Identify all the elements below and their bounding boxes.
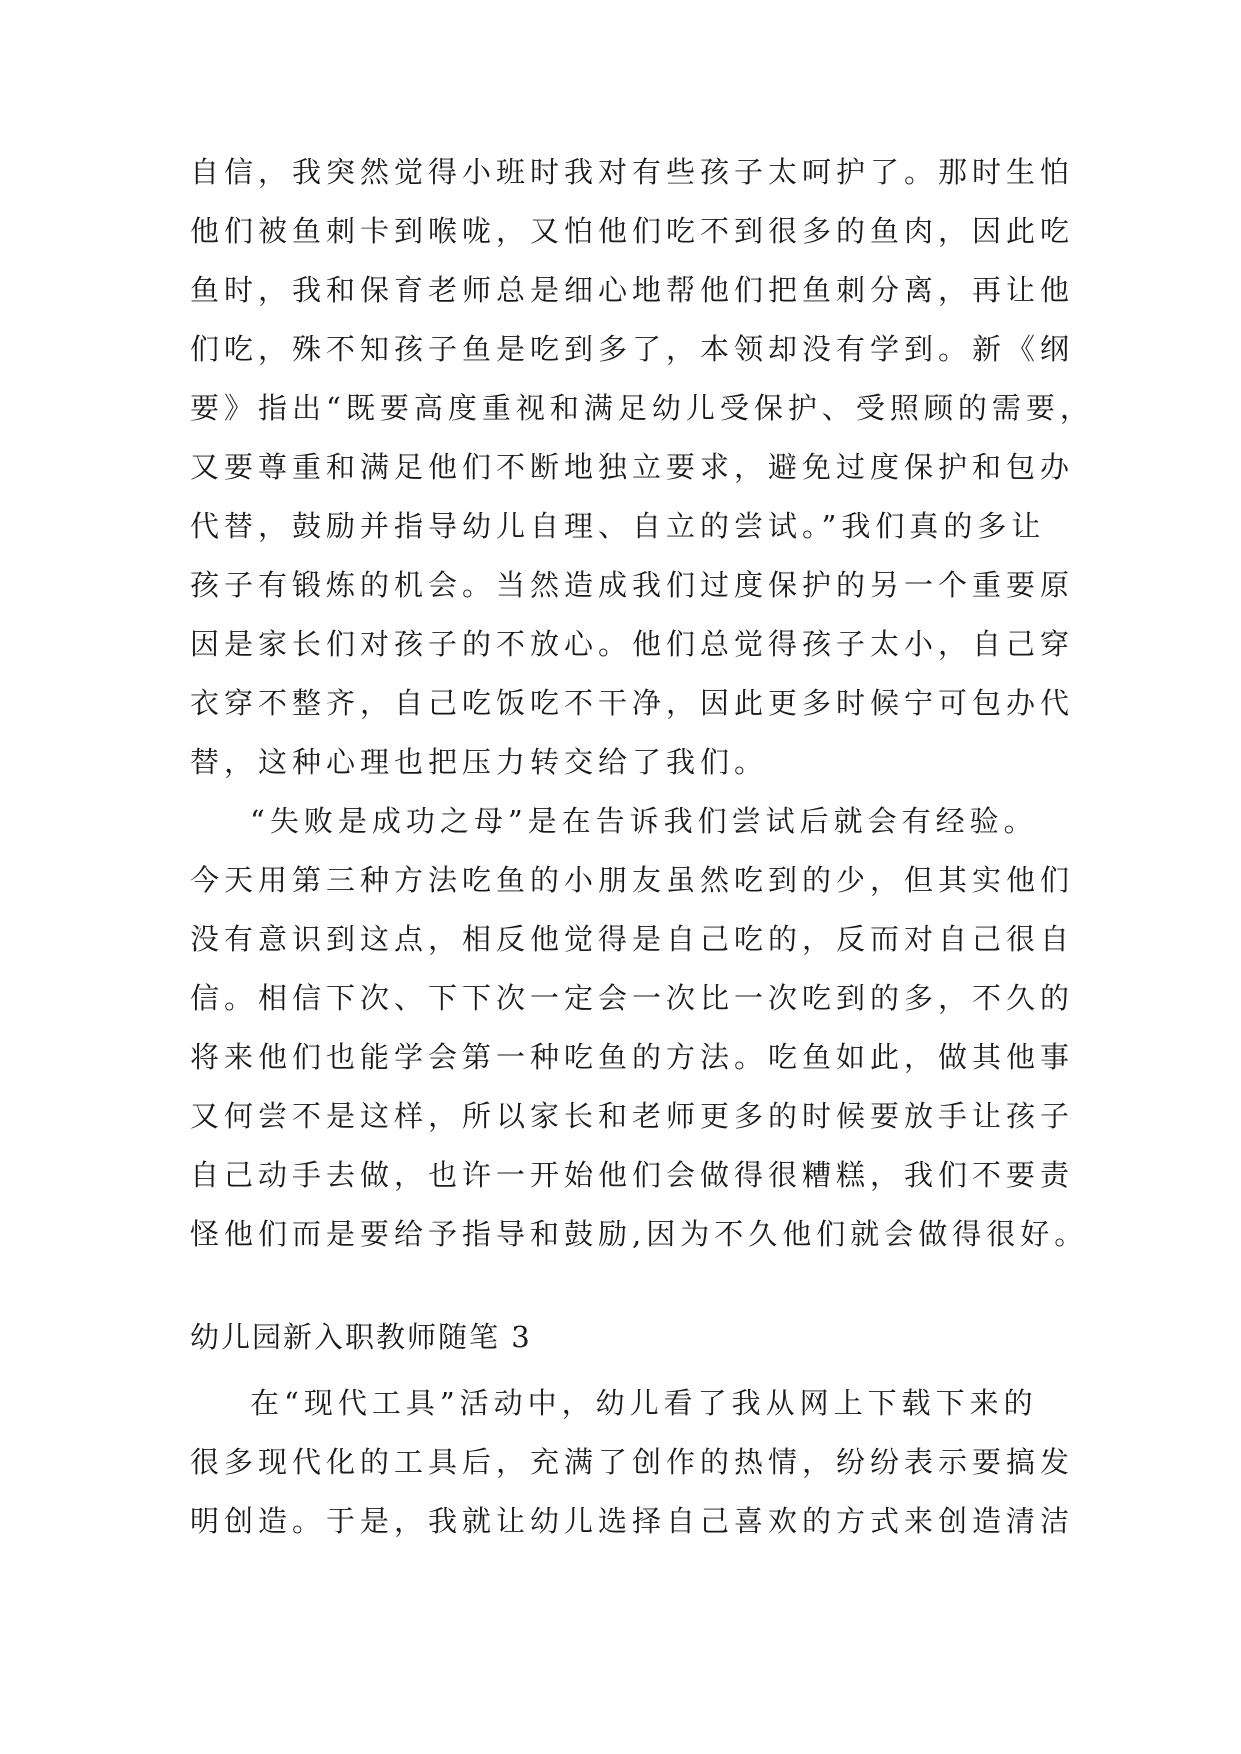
paragraph-line: 又要尊重和满足他们不断地独立要求，避免过度保护和包办 bbox=[190, 450, 1075, 484]
paragraph-line: 将来他们也能学会第一种吃鱼的方法。吃鱼如此，做其他事 bbox=[190, 1040, 1075, 1074]
paragraph-line: 怪他们而是要给予指导和鼓励,因为不久他们就会做得很好。 bbox=[190, 1217, 1089, 1251]
section-title: 幼儿园新入职教师随笔 3 bbox=[190, 1320, 532, 1354]
paragraph-line: 没有意识到这点，相反他觉得是自己吃的，反而对自己很自 bbox=[190, 922, 1075, 956]
paragraph-line: 孩子有锻炼的机会。当然造成我们过度保护的另一个重要原 bbox=[190, 568, 1075, 602]
paragraph-line: 明创造。于是，我就让幼儿选择自己喜欢的方式来创造清洁 bbox=[190, 1504, 1075, 1538]
paragraph-line: 因是家长们对孩子的不放心。他们总觉得孩子太小，自己穿 bbox=[190, 627, 1075, 661]
paragraph-line: 替，这种心理也把压力转交给了我们。 bbox=[190, 745, 769, 779]
paragraph-line: 很多现代化的工具后，充满了创作的热情，纷纷表示要搞发 bbox=[190, 1445, 1075, 1479]
paragraph-line: 要》指出“既要高度重视和满足幼儿受保护、受照顾的需要， bbox=[190, 391, 1094, 425]
paragraph-line: 自己动手去做，也许一开始他们会做得很糟糕，我们不要责 bbox=[190, 1158, 1075, 1192]
paragraph-line: 在“现代工具”活动中，幼儿看了我从网上下载下来的 bbox=[250, 1386, 1038, 1420]
paragraph-line: 们吃，殊不知孩子鱼是吃到多了，本领却没有学到。新《纲 bbox=[190, 332, 1075, 366]
paragraph-line: 自信，我突然觉得小班时我对有些孩子太呵护了。那时生怕 bbox=[190, 155, 1075, 189]
paragraph-line: 鱼时，我和保育老师总是细心地帮他们把鱼刺分离，再让他 bbox=[190, 273, 1075, 307]
paragraph-line: 今天用第三种方法吃鱼的小朋友虽然吃到的少，但其实他们 bbox=[190, 863, 1075, 897]
paragraph-line: 衣穿不整齐，自己吃饭吃不干净，因此更多时候宁可包办代 bbox=[190, 686, 1075, 720]
paragraph-line: “失败是成功之母”是在告诉我们尝试后就会有经验。 bbox=[250, 804, 1038, 838]
paragraph-line: 代替，鼓励并指导幼儿自理、自立的尝试。”我们真的多让 bbox=[190, 509, 1046, 543]
paragraph-line: 又何尝不是这样，所以家长和老师更多的时候要放手让孩子 bbox=[190, 1099, 1075, 1133]
paragraph-line: 他们被鱼刺卡到喉咙，又怕他们吃不到很多的鱼肉，因此吃 bbox=[190, 214, 1075, 248]
paragraph-line: 信。相信下次、下下次一定会一次比一次吃到的多，不久的 bbox=[190, 981, 1075, 1015]
